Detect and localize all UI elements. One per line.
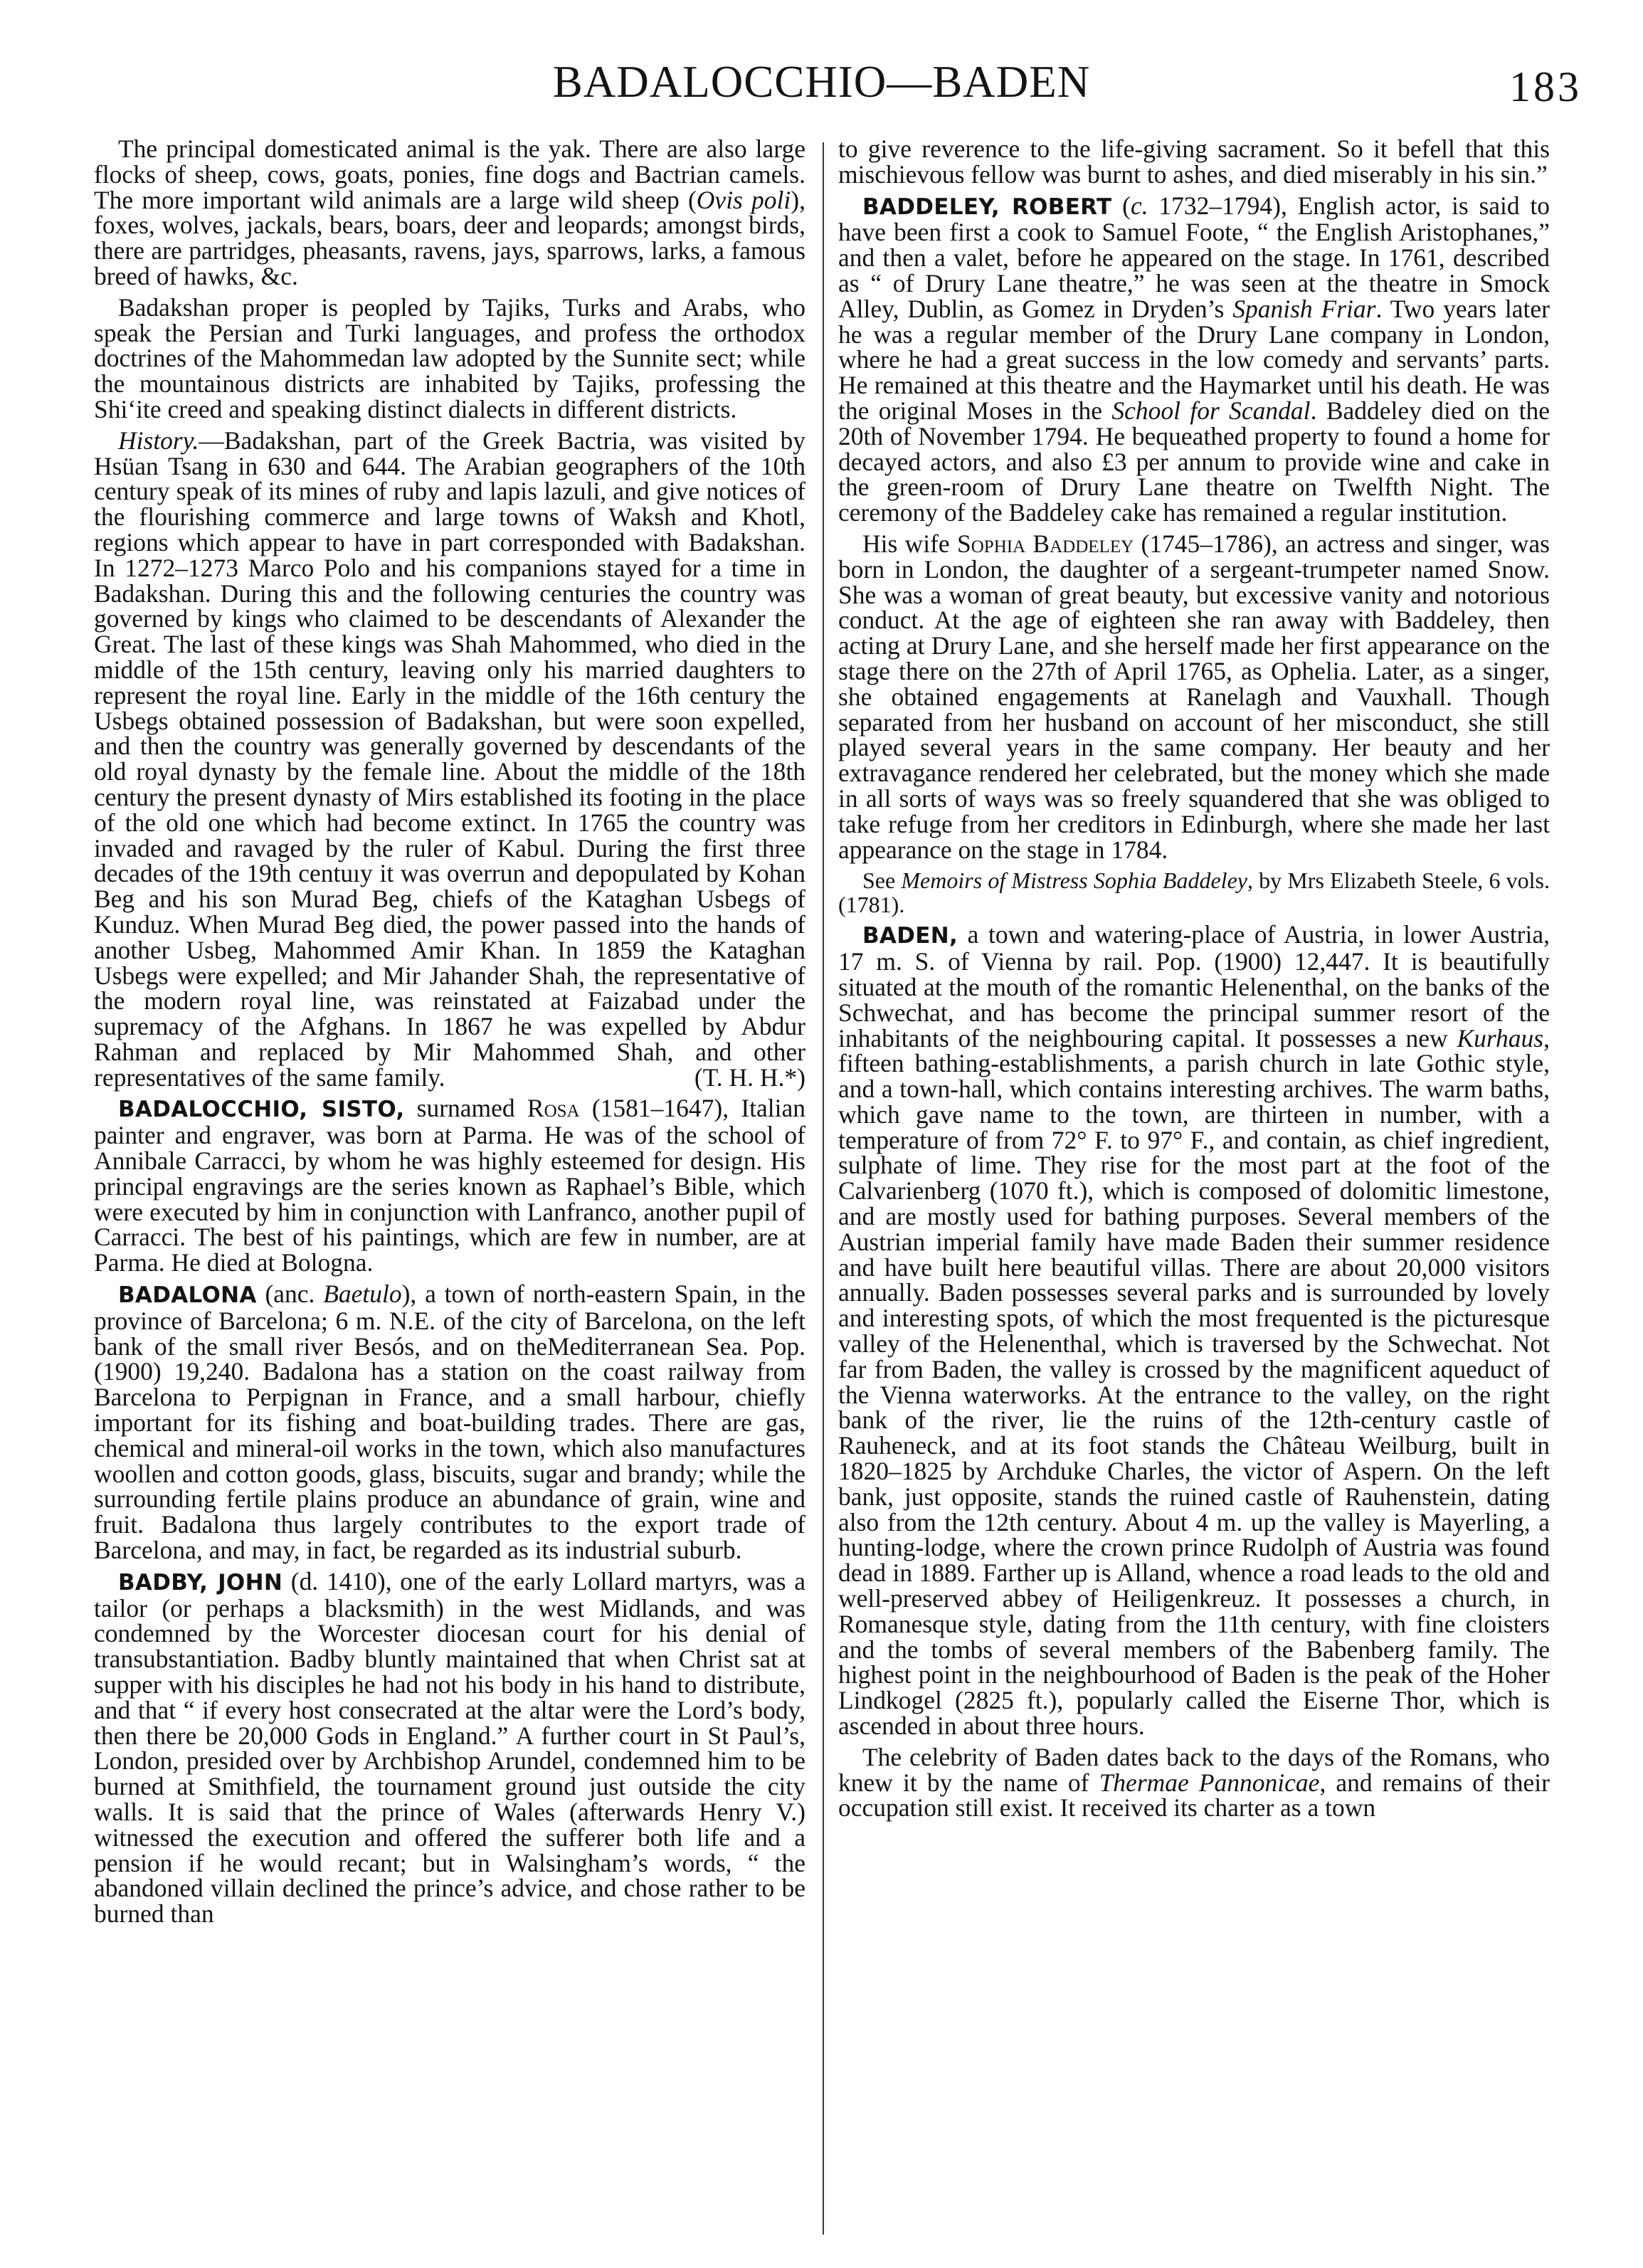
entry-badalona: BADALONA (anc. Baetulo), a town of north-eastern Spain, in the province of Barcelona; 6 m. N.E. of the city of Barcelona, on the left bank of the small river Besós, and on theMediterranean Sea. Pop. (1900) 19,240. Badalona has a station on the coast railway from Barcelona to Perpignan in France, and a small harbour, chiefly important for its fishing and boat-building trades. There are gas, chemical and mineral-oil works in the town, which also manufactures woollen and cotton goods, glass, biscuits, sugar and brandy; while the surrounding fertile plains produce an abundance of grain, wine and fruit. Badalona thus largely contributes to the export trade of Barcelona, and may, in fact, be regarded as its industrial suburb. [94,1280,805,1565]
column-divider [823,142,824,2235]
page-number: 183 [1509,63,1582,110]
entry-sophia-baddeley: His wife Sophia Baddeley (1745–1786), an actress and singer, was born in London, the daughter of a sergeant-trumpeter named Snow. She was a woman of great beauty, but excessive vanity and notorious conduct. At the age of eighteen she ran away with Baddeley, then acting at Drury Lane, and she herself made her first appearance on the stage there on the 27th of April 1765, as Ophelia. Later, as a singer, she obtained engagements at Ranelagh and Vauxhall. Though separated from her husband on account of her misconduct, she still played several years in the same company. Her beauty and her extravagance rendered her celebrated, but the money which she made in all sorts of ways was so freely squandered that she was obliged to take refuge from her creditors in Edinburgh, where she made her last appearance on the stage in 1784. [838,529,1550,864]
headword: BADEN, [862,923,958,949]
headword: BADDELEY, ROBERT [862,194,1112,220]
baden-history-paragraph: The celebrity of Baden dates back to the days of the Romans, who knew it by the name of Thermae Pannonicae, and remains of their occupation still exist. It received its charter as a town [838,1742,1550,1823]
badby-continuation: to give reverence to the life-giving sacrament. So it befell that this mischievous fellow was burnt to ashes, and died miserably in his sin.” [838,135,1550,189]
left-column [94,137,805,1933]
badakshan-people-paragraph: Badakshan proper is peopled by Tajiks, Turks and Arabs, who speak the Persian and Turki languages, and profess the orthodox doctrines of the Mahommedan law adopted by the Sunnite sect; while the mountainous districts are inhabited by Tajiks, professing the Shi‘ite creed and speaking distinct dialects in different districts. [94,292,805,423]
page-title: BADALOCCHIO—BADEN [552,57,1091,107]
badakshan-animals-paragraph: The principal domesticated animal is the yak. There are also large flocks of sheep, cows, goats, ponies, fine dogs and Bactrian camels. The more important wild animals are a large wild sheep (Ovis poli), foxes, wolves, jackals, bears, boars, deer and leopards; amongst birds, there are partridges, pheasants, ravens, jays, sparrows, larks, a famous breed of hawks, &c. [94,135,805,290]
right-column [838,137,1550,1827]
history-label: History. [118,426,199,455]
entry-badalocchio: BADALOCCHIO, SISTO, surnamed Rosa (1581–1647), Italian painter and engraver, was born at Parma. He was of the school of Annibale Carracci, by whom he was highly esteemed for design. His principal engravings are the series known as Raphael’s Bible, which were executed by him in conjunction with Lanfranco, another pupil of Carracci. The best of his paintings, which are few in number, are at Parma. He died at Bologna. [94,1094,805,1277]
headword: BADALOCCHIO, SISTO, [118,1097,405,1123]
badakshan-history-paragraph: History.—Badakshan, part of the Greek Bactria, was visited by Hsüan Tsang in 630 and 644. The Arabian geographers of the 10th century speak of its mines of ruby and lapis lazuli, and give notices of the flourishing commerce and large towns of Waksh and Khotl, regions which appear to have in part corresponded with Badakshan. In 1272–1273 Marco Polo and his companions stayed for a time in Badakshan. During this and the following centuries the country was governed by kings who claimed to be descendants of Alexander the Great. The last of these kings was Shah Mahommed, who died in the middle of the 15th century, leaving only his married daughters to represent the royal line. Early in the middle of the 16th century the Usbegs obtained possession of Badakshan, but were soon expelled, and then the country was generally governed by descendants of the old royal dynasty by the female line. About the middle of the 18th century the present dynasty of Mirs established its footing in the place of the old one which had become extinct. In 1765 the country was invaded and ravaged by the ruler of Kabul. During the first three decades of the 19th centuıy it was overrun and depopulated by Kohan Beg and his son Murad Beg, chiefs of the Kataghan Usbegs of Kunduz. When Murad Beg died, the power passed into the hands of another Usbeg, Mahommed Amir Khan. In 1859 the Kataghan Usbegs were expelled; and Mir Jahander Shah, the representative of the modern royal line, was reinstated at Faizabad under the supremacy of the Afghans. In 1867 he was expelled by Abdur Rahman and replaced by Mir Mahommed Shah, and other representatives of the same family. (T. H. H.*) [94,426,805,1092]
headword: BADALONA [118,1282,257,1309]
entry-baden: BADEN, a town and watering-place of Austria, in lower Austria, 17 m. S. of Vienna by rail. Pop. (1900) 12,447. It is beautifully situated at the mouth of the romantic Helenenthal, on the banks of the Schwechat, and has become the principal summer resort of the inhabitants of the neighbouring capital. It possesses a new Kurhaus, fifteen bathing-establishments, a parish church in late Gothic style, and a town-hall, which contains interesting archives. The warm baths, which gave name to the town, are thirteen in number, with a temperature of from 72° F. to 97° F., and contain, as chief ingredient, sulphate of lime. They rise for the most part at the foot of the Calvarienberg (1070 ft.), which is composed of dolomitic limestone, and are mostly used for bathing purposes. Several members of the Austrian imperial family have made Baden their summer residence and have built here beautiful villas. There are about 20,000 visitors annually. Baden possesses several parks and is surrounded by lovely and interesting spots, of which the most frequented is the picturesque valley of the Helenenthal, which is traversed by the Schwechat. Not far from Baden, the valley is crossed by the magnificent aqueduct of the Vienna waterworks. At the entrance to the valley, on the right bank of the river, lie the ruins of the 12th-century castle of Rauheneck, and at its foot stands the Château Weilburg, built in 1820–1825 by Archduke Charles, the victor of Aspern. On the left bank, just opposite, stands the ruined castle of Rauhenstein, dating also from the 12th century. About 4 m. up the valley is Mayerling, a hunting-lodge, where the crown prince Rudolph of Austria was found dead in 1889. Farther up is Alland, whence a road leads to the old and well-preserved abbey of Heiligenkreuz. It possesses a church, in Romanesque style, dating from the 11th century, with fine cloisters and the tombs of several members of the Babenberg family. The highest point in the neighbourhood of Baden is the peak of the Hoher Lindkogel (2825 ft.), popularly called the Eiserne Thor, which is ascended in about three hours. [838,920,1550,1741]
entry-badby: BADBY, JOHN (d. 1410), one of the early Lollard martyrs, was a tailor (or perhaps a blacksmith) in the west Midlands, and was condemned by the Worcester diocesan court for his denial of transubstantiation. Badby bluntly maintained that when Christ sat at supper with his disciples he had not his body in his hand to distribute, and that “ if every host consecrated at the altar were the Lord’s body, then there be 20,000 Gods in England.” A further court in St Paul’s, London, presided over by Archbishop Arundel, condemned him to be burned at Smithfield, the tournament ground just outside the city walls. It is said that the prince of Wales (afterwards Henry V.) witnessed the execution and offered the sufferer both life and a pension if he would recant; but in Walsingham’s words, “ the abandoned villain declined the prince’s advice, and chose rather to be burned than [94,1566,805,1929]
entry-baddeley-robert: BADDELEY, ROBERT (c. 1732–1794), English actor, is said to have been first a cook to Samuel Foote, “ the English Aristophanes,” and then a valet, before he appeared on the stage. In 1761, described as “ of Drury Lane theatre,” he was seen at the theatre in Smock Alley, Dublin, as Gomez in Dryden’s Spanish Friar. Two years later he was a regular member of the Drury Lane company in London, where he had a great success in the low comedy and servants’ parts. He remained at this theatre and the Haymarket until his death. He was the original Moses in the School for Scandal. Baddeley died on the 20th of November 1794. He bequeathed property to found a home for decayed actors, and also £3 per annum to provide wine and cake in the green-room of Drury Lane theatre on Twelfth Night. The ceremony of the Baddeley cake has remained a regular institution. [838,191,1550,527]
bibliography-note: See Memoirs of Mistress Sophia Baddeley, by Mrs Elizabeth Steele, 6 vols. (1781). [838,867,1550,918]
contributor-initials: (T. H. H.*) [694,1062,805,1092]
headword: BADBY, JOHN [118,1569,283,1595]
